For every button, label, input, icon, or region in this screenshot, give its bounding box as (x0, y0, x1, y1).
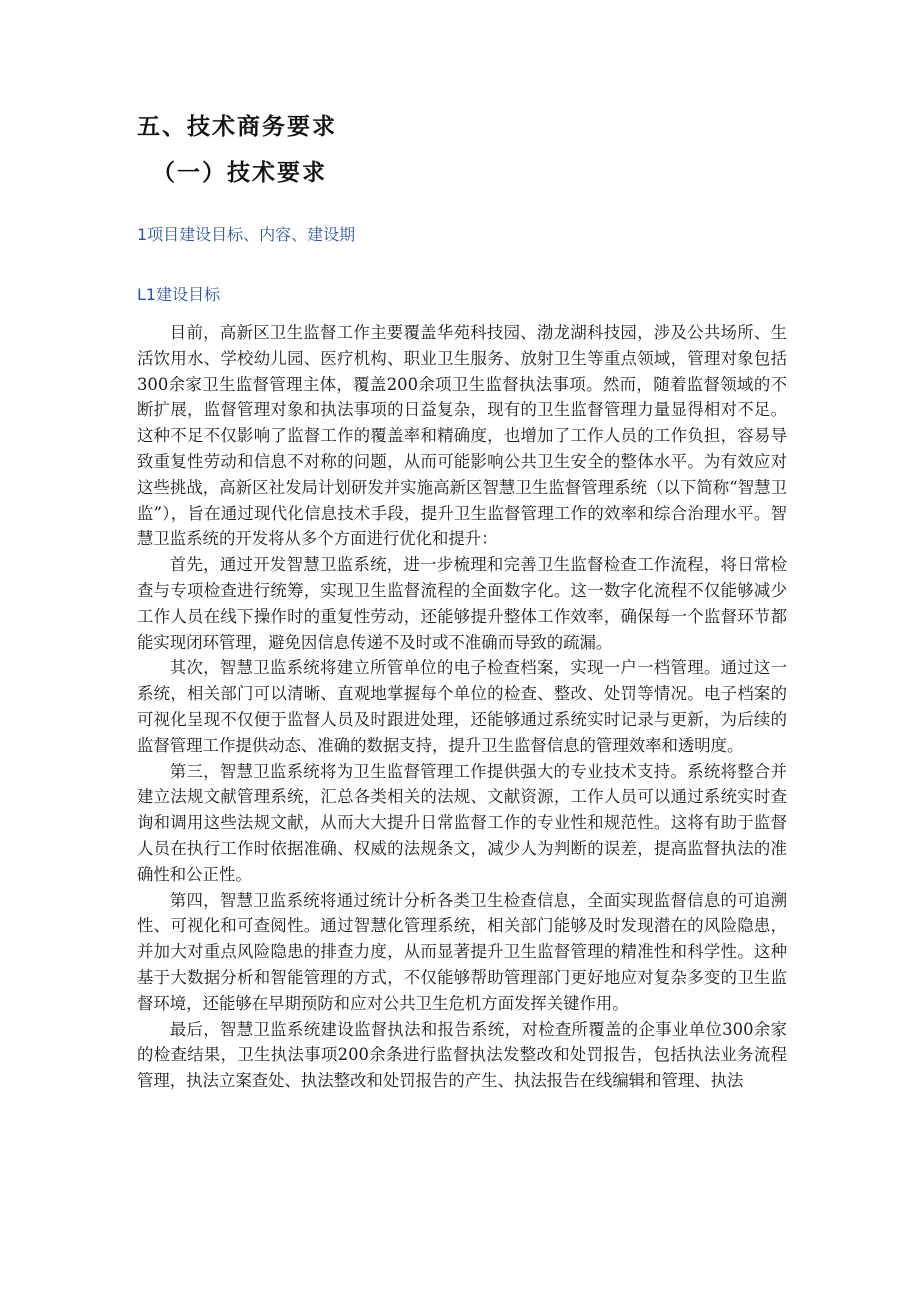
paragraph: 最后，智慧卫监系统建设监督执法和报告系统，对检查所覆盖的企事业单位300余家的检查结果，卫生执法事项200余条进行监督执法发整改和处罚报告，包括执法业务流程管理，执法立案查处、执法整改和处罚报告的产生、执法报告在线编辑和管理、执法 (137, 1019, 787, 1091)
item-heading: 1项目建设目标、内容、建设期 (137, 225, 356, 244)
paragraph: 第三，智慧卫监系统将为卫生监督管理工作提供强大的专业技术支持。系统将整合并建立法规文献管理系统，汇总各类相关的法规、文献资源，工作人员可以通过系统实时查询和调用这些法规文献，从而大大提升日常监督工作的专业性和规范性。这将有助于监督人员在执行工作时依据准确、权威的法规条文，减少人为判断的误差，提高监督执法的准确性和公正性。 (137, 761, 787, 884)
paragraph: 其次，智慧卫监系统将建立所管单位的电子检查档案，实现一户一档管理。通过这一系统，相关部门可以清晰、直观地掌握每个单位的检查、整改、处罚等情况。电子档案的可视化呈现不仅便于监督人员及时跟进处理，还能够通过系统实时记录与更新，为后续的监督管理工作提供动态、准确的数据支持，提升卫生监督信息的管理效率和透明度。 (137, 658, 787, 755)
paragraph: 首先，通过开发智慧卫监系统，进一步梳理和完善卫生监督检查工作流程，将日常检查与专项检查进行统筹，实现卫生监督流程的全面数字化。这一数字化流程不仅能够减少工作人员在线下操作时的重复性劳动，还能够提升整体工作效率，确保每一个监督环节都能实现闭环管理，避免因信息传递不及时或不准确而导致的疏漏。 (137, 555, 787, 652)
subsection-heading: （一）技术要求 (152, 159, 327, 186)
section-heading: 五、技术商务要求 (137, 113, 337, 140)
paragraph: 目前，高新区卫生监督工作主要覆盖华苑科技园、渤龙湖科技园，涉及公共场所、生活饮用水、学校幼儿园、医疗机构、职业卫生服务、放射卫生等重点领域，管理对象包括300余家卫生监督管理主体，覆盖200余项卫生监督执法事项。然而，随着监督领域的不断扩展，监督管理对象和执法事项的日益复杂，现有的卫生监督管理力量显得相对不足。这种不足不仅影响了监督工作的覆盖率和精确度，也增加了工作人员的工作负担，容易导致重复性劳动和信息不对称的问题，从而可能影响公共卫生安全的整体水平。为有效应对这些挑战，高新区社发局计划研发并实施高新区智慧卫生监督管理系统（以下简称“智慧卫监”），旨在通过现代化信息技术手段，提升卫生监督管理工作的效率和综合治理水平。智慧卫监系统的开发将从多个方面进行优化和提升： (137, 323, 787, 549)
body-text (137, 320, 787, 1094)
paragraph: 第四，智慧卫监系统将通过统计分析各类卫生检查信息，全面实现监督信息的可追溯性、可视化和可查阅性。通过智慧化管理系统，相关部门能够及时发现潜在的风险隐患，并加大对重点风险隐患的排查力度，从而显著提升卫生监督管理的精准性和科学性。这种基于大数据分析和智能管理的方式，不仅能够帮助管理部门更好地应对复杂多变的卫生监督环境，还能够在早期预防和应对公共卫生危机方面发挥关键作用。 (137, 890, 787, 1013)
subitem-heading: L1建设目标 (137, 285, 221, 304)
